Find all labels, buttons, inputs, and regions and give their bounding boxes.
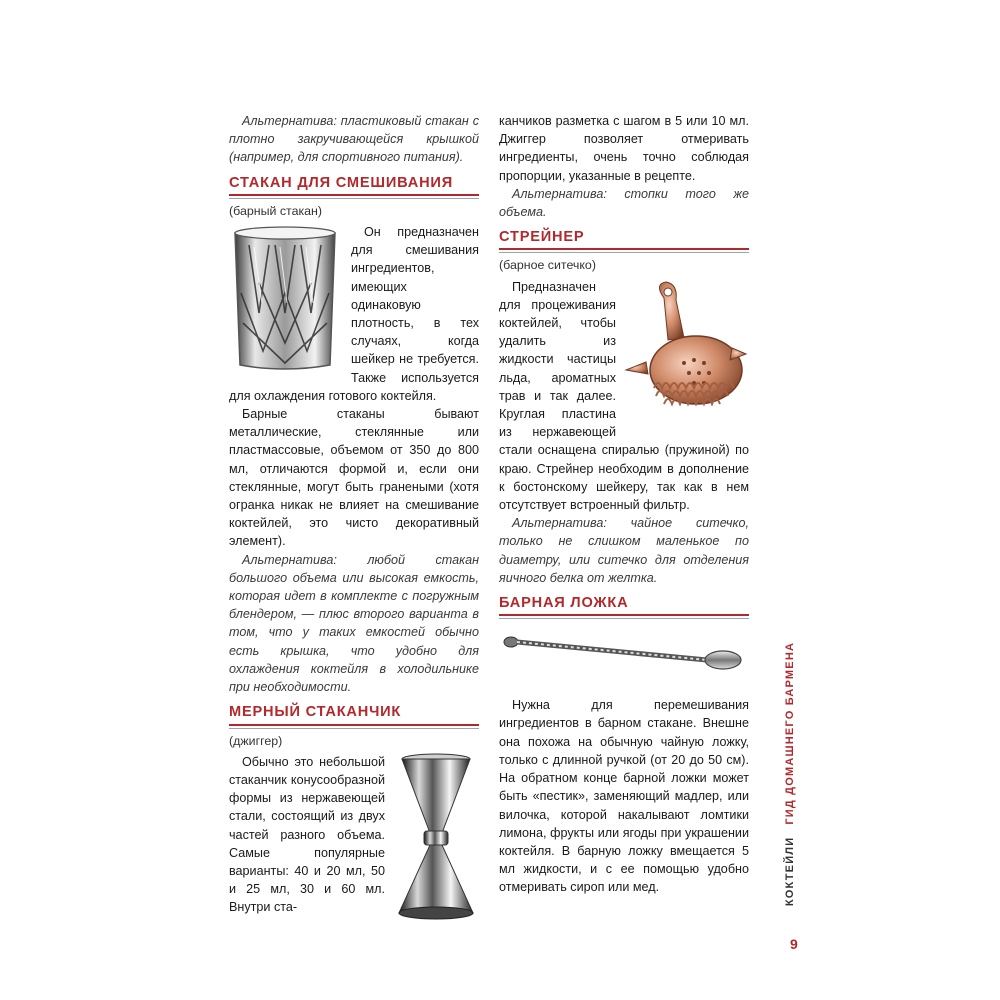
- strainer-alternative: Альтернатива: чайное ситечко, только не слишком маленькое по диаметру, или ситечко для отделения яичного белка от желтка.: [499, 516, 749, 585]
- sidebar-part2: ГИД ДОМАШНЕГО БАРМЕНА: [784, 641, 796, 825]
- subtitle-jigger: (джиггер): [229, 733, 283, 748]
- subtitle-strainer: (барное ситечко): [499, 258, 596, 273]
- heading-rule: [229, 724, 479, 729]
- intro-alternative: Альтернатива: пластиковый стакан с плотно закручивающейся крышкой (например, для спортивного питания).: [229, 114, 479, 165]
- heading-rule: [499, 614, 749, 619]
- heading-jigger: МЕРНЫЙ СТАКАНЧИК: [229, 704, 402, 721]
- running-header-vertical: [776, 641, 804, 907]
- page-number: 9: [790, 936, 798, 952]
- heading-strainer: СТРЕЙНЕР: [499, 229, 585, 246]
- mixing-glass-p2: Барные стаканы бывают металлические, стеклянные или пластмассовые, объемом от 350 до 800 мл, отличаются формой и, если они стеклянные, могут быть гранеными (хотя огранка никак не влияет на смешивание коктейлей, это чисто декоративный элемент).: [229, 407, 479, 549]
- heading-rule: [229, 194, 479, 199]
- heading-rule: [499, 248, 749, 253]
- jigger-image: [393, 753, 479, 923]
- strainer-image: [624, 278, 749, 428]
- jigger-continued: канчиков разметка с шагом в 5 или 10 мл. Джиггер позволяет отмеривать ингредиенты, очень точно соблюдая пропорции, указанные в рецепте.: [499, 114, 749, 183]
- mixing-glass-p1: Он предназначен для смешивания ингредиентов, имеющих одинаковую плотность, в тех случаях, когда шейкер не требуется. Также используется для охлаждения готового коктейля.: [229, 225, 479, 403]
- left-column: [229, 112, 479, 925]
- bar-spoon-p1: Нужна для перемешивания ингредиентов в барном стакане. Внешне она похожа на обычную чайную ложку, только с длинной ручкой (от 20 до 50 см). На обратном конце барной ложки может быть «пестик», заменяющий мадлер, или вилочка, которой накалывают ломтики лимона, фрукты или ягоды при украшении коктейля. В барную ложку вмещается 5 мл жидкости, и с ее помощью удобно отмеривать сироп или мед.: [499, 698, 749, 895]
- heading-mixing-glass: СТАКАН ДЛЯ СМЕШИВАНИЯ: [229, 174, 453, 191]
- heading-bar-spoon: БАРНАЯ ЛОЖКА: [499, 595, 629, 612]
- strainer-p1: Предназначен для процеживания коктейлей, чтобы удалить из жидкости частицы льда, ароматных трав и так далее. Круглая пластина из нержавеющей стали оснащена спиралью (пружиной) по краю. Стрейнер необходим в дополнение к бостонскому шейкеру, так как в нем отсутствует встроенный фильтр.: [499, 279, 749, 513]
- jigger-alternative: Альтернатива: стопки того же объема.: [499, 186, 749, 220]
- jigger-p1: Обычно это небольшой стаканчик конусообразной формы из нержавеющей стали, состоящий из двух частей разного объема. Самые популярные варианты: 40 и 20 мл, 50 и 25 мл, 30 и 60 мл. Внутри ста-: [229, 754, 385, 915]
- bar-spoon-image: [499, 622, 749, 696]
- mixing-glass-alternative: Альтернатива: любой стакан большого объема или высокая емкость, которая идет в комплекте с погружным блендером, — плюс второго варианта в том, что у таких емкостей обычно есть крышка, что удобно для охлаждения коктейля в холодильнике при необходимости.: [229, 552, 479, 695]
- subtitle-mixing-glass: (барный стакан): [229, 203, 323, 218]
- sidebar-part1: КОКТЕЙЛИ: [784, 836, 796, 907]
- mixing-glass-image: [229, 223, 341, 373]
- right-column: [499, 112, 749, 897]
